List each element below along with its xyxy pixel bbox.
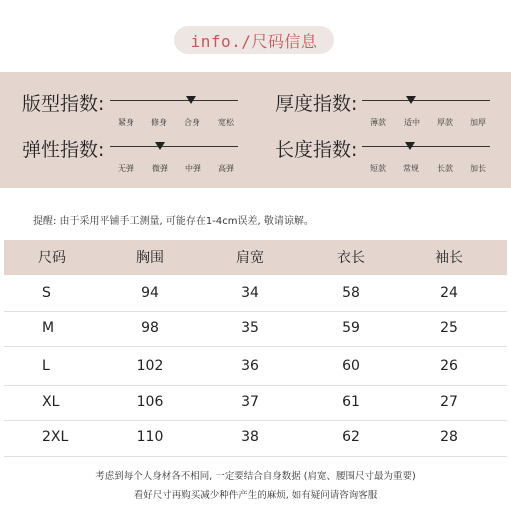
fit-option: 紧身 — [118, 118, 134, 127]
sleeve-cell: 27 — [440, 394, 458, 410]
length-option: 加长 — [470, 164, 486, 173]
size-index-panel — [0, 72, 511, 188]
length-cell: 61 — [342, 394, 360, 410]
length-cell: 62 — [342, 429, 360, 445]
fit-index-label: 版型指数: — [22, 93, 105, 115]
size-cell: XL — [42, 394, 60, 410]
fit-index-marker-icon — [186, 96, 196, 104]
size-cell: L — [42, 358, 50, 374]
elasticity-index-label: 弹性指数: — [22, 139, 105, 161]
elasticity-option: 微弹 — [152, 164, 168, 173]
row-divider — [4, 385, 507, 386]
sleeve-cell: 26 — [440, 358, 458, 374]
column-header-length: 衣长 — [337, 250, 365, 266]
sleeve-cell: 28 — [440, 429, 458, 445]
thickness-index-label: 厚度指数: — [275, 93, 358, 115]
elasticity-index-marker-icon — [155, 142, 165, 150]
length-option: 短款 — [370, 164, 386, 173]
footer-line-1: 考虑到每个人身材各不相同, 一定要结合自身数据 (肩宽、腰围尺寸最为重要) — [95, 471, 416, 482]
shoulder-cell: 38 — [241, 429, 259, 445]
elasticity-index-scale — [110, 146, 238, 147]
measurement-note: 提醒: 由于采用平铺手工测量, 可能存在1-4cm误差, 敬请谅解。 — [33, 216, 314, 227]
sleeve-cell: 25 — [440, 320, 458, 336]
page-title: info./尺码信息 — [174, 26, 334, 54]
chest-cell: 102 — [136, 358, 164, 374]
column-header-size: 尺码 — [38, 250, 66, 266]
thickness-option: 薄款 — [370, 118, 386, 127]
size-cell: M — [42, 320, 55, 336]
thickness-option: 加厚 — [470, 118, 486, 127]
chest-cell: 98 — [141, 320, 159, 336]
length-option: 常规 — [403, 164, 419, 173]
thickness-index-scale — [362, 100, 490, 101]
elasticity-option: 无弹 — [118, 164, 134, 173]
row-divider — [4, 456, 507, 457]
chest-cell: 94 — [141, 285, 159, 301]
sleeve-cell: 24 — [440, 285, 458, 301]
row-divider — [4, 346, 507, 347]
column-header-chest: 胸围 — [136, 250, 164, 266]
size-cell: 2XL — [42, 429, 69, 445]
size-table-header — [4, 240, 507, 275]
shoulder-cell: 35 — [241, 320, 259, 336]
fit-option: 宽松 — [218, 118, 234, 127]
length-index-marker-icon — [405, 142, 415, 150]
shoulder-cell: 37 — [241, 394, 259, 410]
thickness-index-marker-icon — [406, 96, 416, 104]
chest-cell: 110 — [136, 429, 164, 445]
thickness-option: 适中 — [404, 118, 420, 127]
length-index-scale — [362, 146, 490, 147]
thickness-option: 厚款 — [437, 118, 453, 127]
length-cell: 59 — [342, 320, 360, 336]
elasticity-option: 中弹 — [185, 164, 201, 173]
column-header-shoulder: 肩宽 — [236, 250, 264, 266]
length-cell: 60 — [342, 358, 360, 374]
size-cell: S — [42, 285, 51, 301]
fit-option: 修身 — [151, 118, 167, 127]
shoulder-cell: 36 — [241, 358, 259, 374]
footer-line-2: 看好尺寸再购买减少种件产生的麻烦, 如有疑问请咨询客服 — [133, 490, 378, 501]
row-divider — [4, 311, 507, 312]
length-cell: 58 — [342, 285, 360, 301]
length-option: 长款 — [437, 164, 453, 173]
fit-option: 合身 — [184, 118, 200, 127]
length-index-label: 长度指数: — [275, 139, 358, 161]
fit-index-scale — [110, 100, 238, 101]
elasticity-option: 高弹 — [218, 164, 234, 173]
chest-cell: 106 — [136, 394, 164, 410]
row-divider — [4, 420, 507, 421]
column-header-sleeve: 袖长 — [435, 250, 463, 266]
shoulder-cell: 34 — [241, 285, 259, 301]
